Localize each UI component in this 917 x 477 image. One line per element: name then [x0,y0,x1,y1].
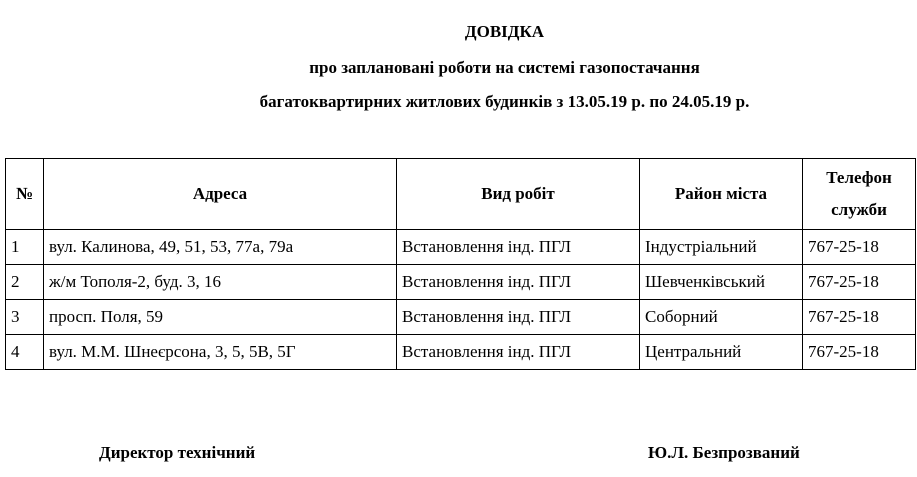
cell-work-type: Встановлення інд. ПГЛ [397,230,640,265]
table-row [6,230,916,265]
cell-phone: 767-25-18 [803,335,916,370]
cell-no: 2 [6,265,44,300]
document-title: ДОВІДКА [464,22,545,41]
cell-address: ж/м Тополя-2, буд. 3, 16 [44,265,397,300]
table-row [6,300,916,335]
cell-district: Індустріальний [640,230,803,265]
cell-address: вул. М.М. Шнеєрсона, 3, 5, 5В, 5Г [44,335,397,370]
cell-phone: 767-25-18 [803,230,916,265]
header-address: Адреса [44,159,397,230]
header-phone-line-2: служби [831,200,887,219]
header-no: № [6,159,44,230]
document-subtitle-line-1: про заплановані роботи на системі газопостачання [309,58,700,77]
header-phone [803,159,916,230]
cell-phone: 767-25-18 [803,265,916,300]
cell-district: Шевченківський [640,265,803,300]
table-header-row [6,159,916,230]
header-work-type: Вид робіт [397,159,640,230]
header-district: Район міста [640,159,803,230]
cell-phone: 767-25-18 [803,300,916,335]
cell-work-type: Встановлення інд. ПГЛ [397,300,640,335]
signature-name: Ю.Л. Безпрозваний [648,443,800,462]
cell-no: 3 [6,300,44,335]
works-table [5,158,916,370]
cell-no: 1 [6,230,44,265]
table-row [6,265,916,300]
cell-work-type: Встановлення інд. ПГЛ [397,265,640,300]
table-row [6,335,916,370]
cell-district: Центральний [640,335,803,370]
document-subtitle-line-2: багатоквартирних житлових будинків з 13.05.19 р. по 24.05.19 р. [259,92,750,111]
cell-address: просп. Поля, 59 [44,300,397,335]
cell-work-type: Встановлення інд. ПГЛ [397,335,640,370]
header-phone-line-1: Телефон [826,168,892,187]
signature-position: Директор технічний [99,443,256,462]
cell-no: 4 [6,335,44,370]
cell-address: вул. Калинова, 49, 51, 53, 77а, 79а [44,230,397,265]
cell-district: Соборний [640,300,803,335]
